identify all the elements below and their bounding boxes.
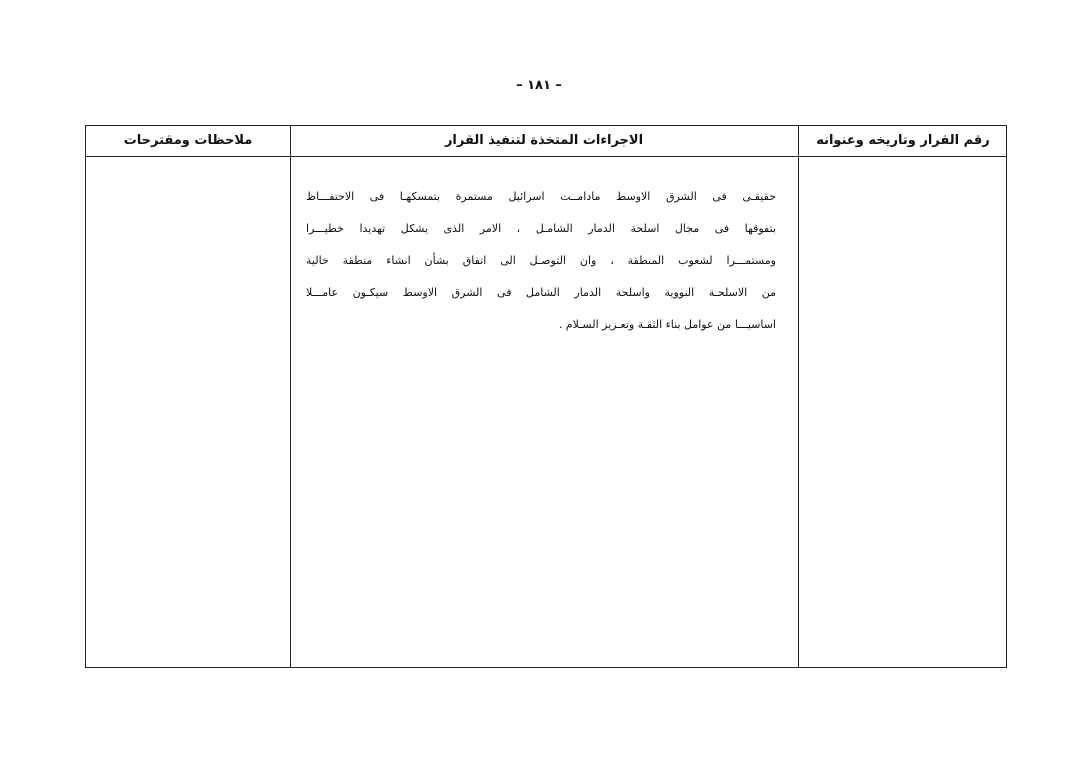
actions-text [306, 181, 776, 341]
page-number: – ١٨١ – [516, 78, 562, 93]
text-line: بتفوقها فى مجال اسلحة الدمار الشامـل ، الامر الذى يشكل تهديدا خطيـــرا [306, 222, 776, 235]
resolutions-table [85, 125, 1007, 668]
text-line: من الاسلحـة النووية واسلحة الدمار الشامل فى الشرق الاوسط سيكـون عامـــلا [306, 286, 776, 299]
header-decision: رقم القرار وتاريخه وعنوانه [816, 133, 990, 148]
column-divider [290, 126, 291, 667]
header-actions: الاجراءات المتخذة لتنفيذ القرار [444, 133, 644, 148]
header-divider [86, 156, 1006, 157]
text-line: حقيقـى فى الشرق الاوسط مادامــت اسرائيل مستمرة بتمسكهـا فى الاحتفـــاظ [306, 190, 776, 203]
header-notes: ملاحظات ومقترحات [123, 133, 253, 148]
text-line: ومستمـــرا لشعوب المنطقة ، وان التوصـل الى اتفاق بشأن انشاء منطقة خالية [306, 254, 776, 267]
text-line: اساسيـــا من عوامل بناء الثقـة وتعـزيز السـلام . [558, 318, 776, 331]
column-divider [798, 126, 799, 667]
